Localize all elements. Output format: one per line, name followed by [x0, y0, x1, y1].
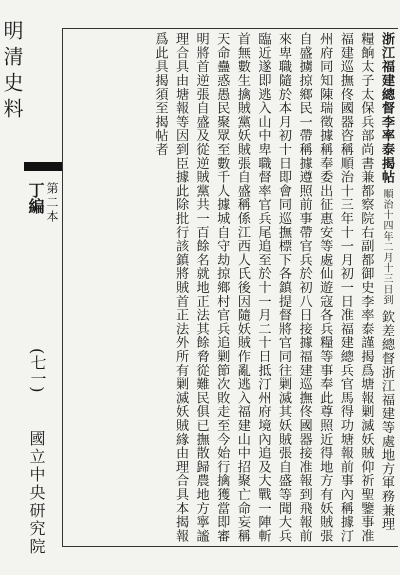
frame-bottom-rule [62, 546, 398, 547]
volume-label: 丁編 [26, 182, 45, 214]
section-marker-bar [24, 162, 62, 171]
publisher-name: 國立中央研究院 [27, 430, 46, 556]
folio-label: 第二本 [45, 182, 59, 224]
page-gutter [0, 0, 62, 575]
document-body [66, 32, 396, 544]
frame-left-rule [62, 28, 63, 547]
document-heading: 浙江福建總督李率泰揭帖 [379, 32, 394, 184]
page-number: (七一) [28, 347, 47, 393]
document-date-note: 順治十四年二月十三日到 [381, 188, 392, 306]
document-body-text: 欽差總督浙江福建等處地方軍務兼理糧餉太子太保兵部尚書兼都察院右副都御史李率泰謹揭爲塘報剿滅妖賊仰祈聖鑒事准福建巡撫佟國器咨稱順治十三年十一月初一日准福建總兵官馬得功塘報前事內稱據汀州府同知陳瑞徵據稱奉委出征惠安等處仙遊寇各兵糧等事奉此尊照近得地方有妖賊張自盛擄掠鄉民一帶稱據遵照前事帶官兵於初八日接據福建巡撫佟國器接准報到飛報前來卑職隨於本月初十日即會同巡撫標下各鎮提督將官同往剿滅其妖賊張自盛等聞大兵臨近遂即逃入山中卑職督率官兵尾追至於十一月二十日抵汀州府境內追及大戰一陣斬首無數生擒賊黨妖賊張自盛稱係江西人氏後因隨妖賊作亂逃入福建山中招聚亡命妄稱天命蠱惑愚民聚眾至數千人據城自守劫掠鄉村官兵追剿節次敗走至今始行擒獲當即審明將首逆張自盛及從逆賊黨共一百餘名就地正法其餘脅從難民俱已撫散歸農地方寧謐理合具由塘報等因到臣據此除批行該鎮將賊首正法外所有剿滅妖賊緣由理合具本揭報爲此具揭須至揭帖者 [152, 32, 394, 543]
book-title: 明清史料 [0, 20, 24, 124]
frame-top-rule [62, 28, 398, 29]
